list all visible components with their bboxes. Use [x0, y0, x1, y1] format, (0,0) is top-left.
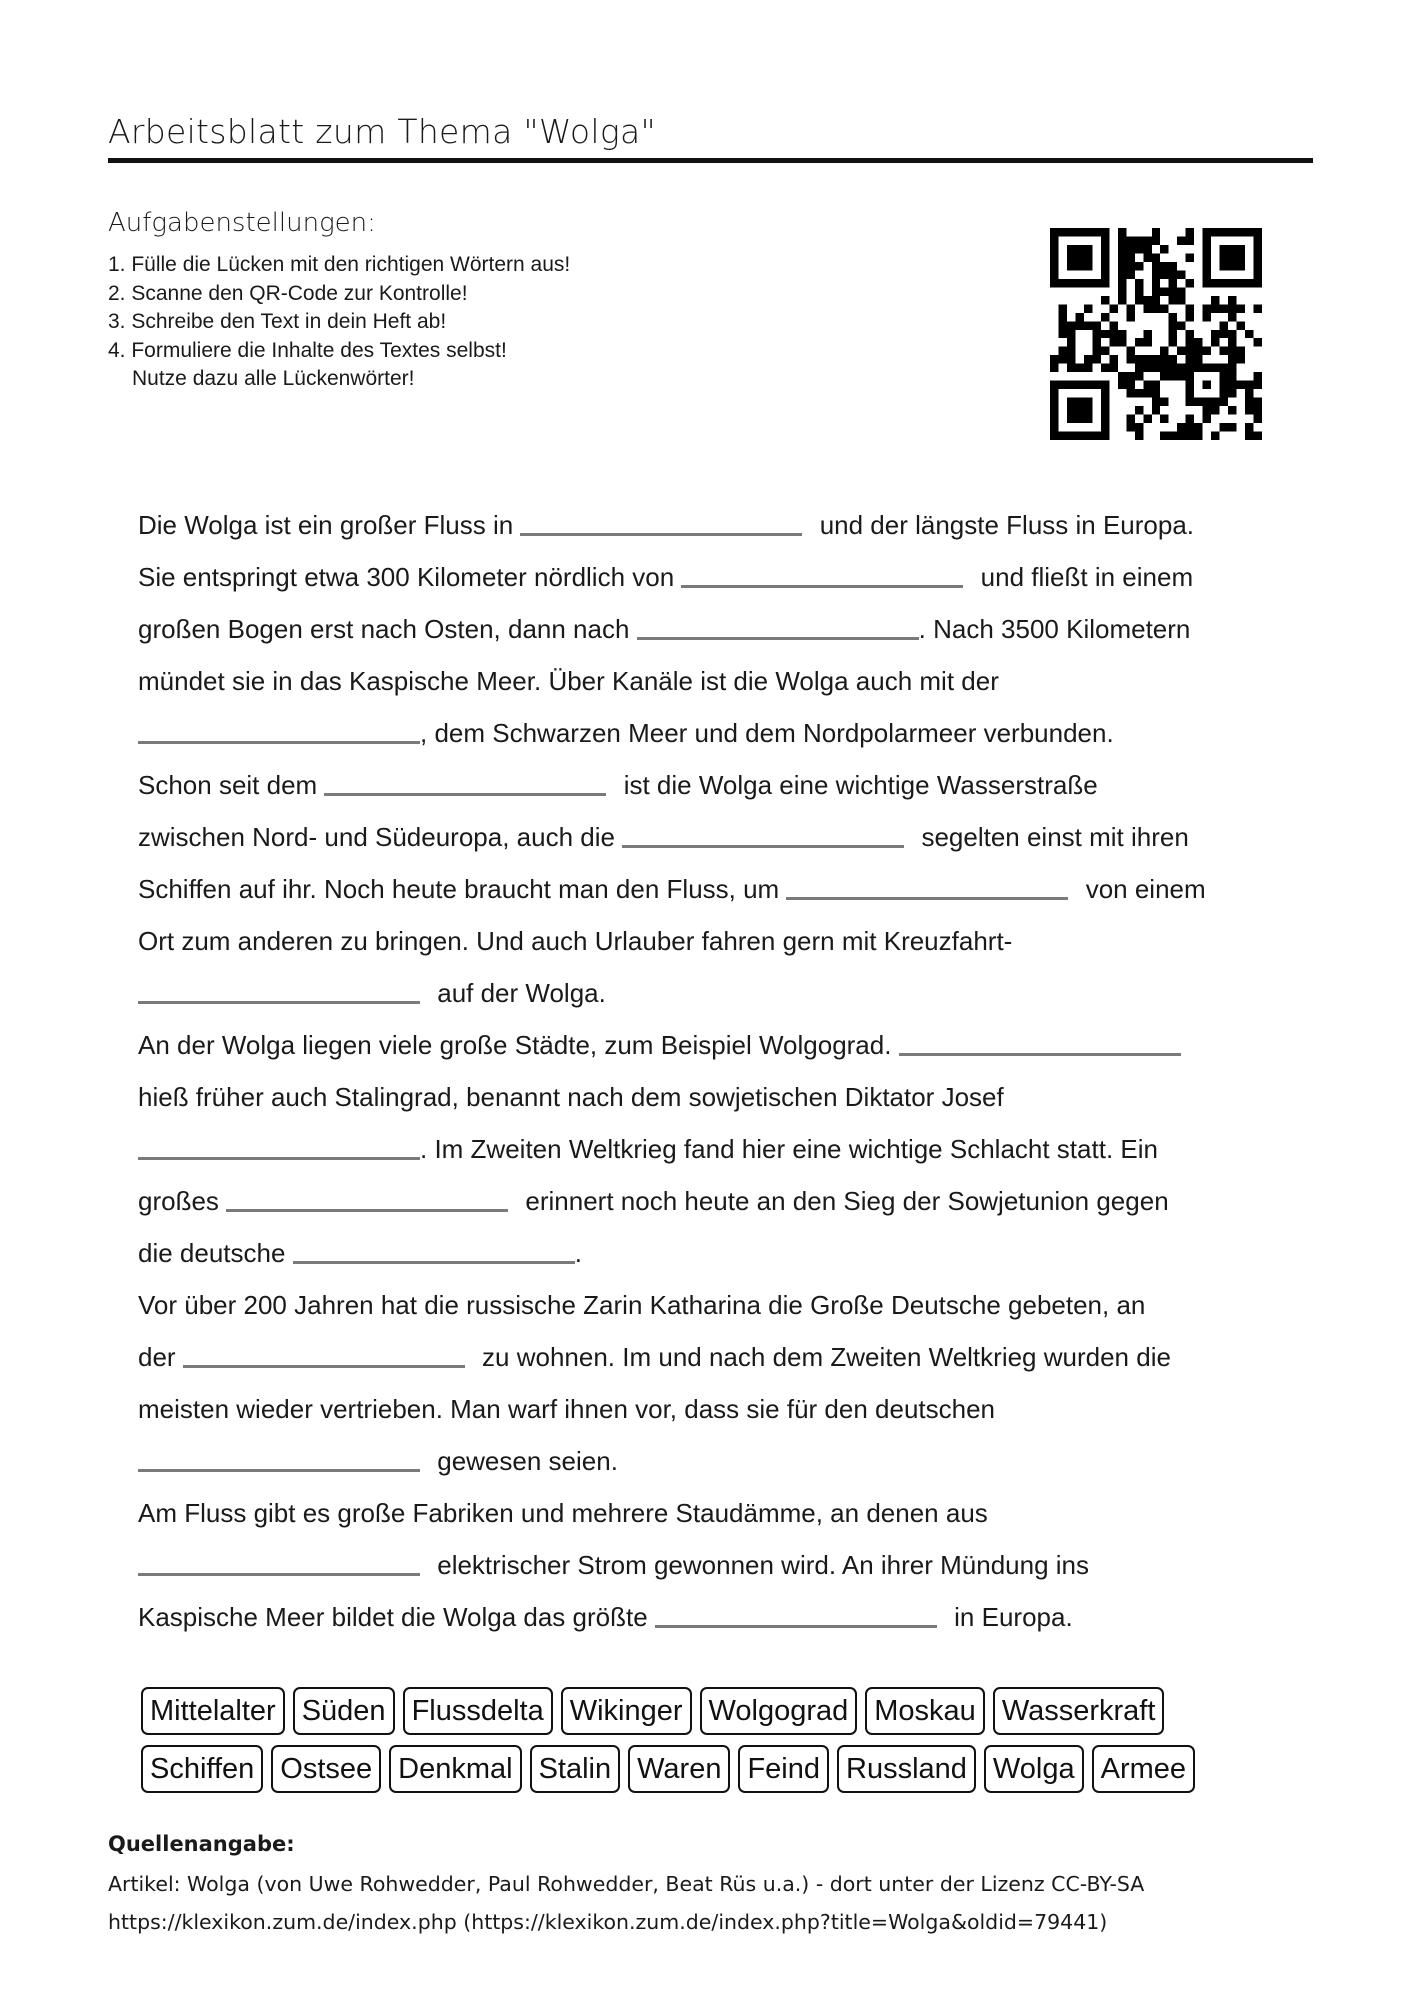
word-chip[interactable]: Ostsee: [271, 1745, 381, 1793]
gap-field[interactable]: [655, 1605, 937, 1628]
cloze-text-segment: elektrischer Strom gewonnen wird. An ihrer Mündung ins: [437, 1550, 1089, 1580]
word-chip[interactable]: Flussdelta: [403, 1687, 553, 1735]
cloze-text-segment: segelten einst mit ihren: [921, 822, 1189, 852]
gap-field[interactable]: [899, 1033, 1181, 1056]
cloze-text-segment: . Nach 3500 Kilometern: [918, 614, 1191, 644]
word-chip[interactable]: Stalin: [530, 1745, 621, 1793]
cloze-text-segment: . Im Zweiten Weltkrieg fand hier eine wichtige Schlacht statt. Ein: [420, 1134, 1158, 1164]
cloze-text-segment: von einem: [1085, 874, 1206, 904]
word-chip[interactable]: Moskau: [865, 1687, 985, 1735]
cloze-text-segment: erinnert noch heute an den Sieg der Sowjetunion gegen: [525, 1186, 1169, 1216]
cloze-line: [138, 1175, 1298, 1227]
word-chip[interactable]: Wasserkraft: [993, 1687, 1165, 1735]
gap-field[interactable]: [622, 825, 904, 848]
cloze-text-segment: gewesen seien.: [437, 1446, 618, 1476]
cloze-text-segment: auf der Wolga.: [437, 978, 606, 1008]
task-item: 2. Scanne den QR-Code zur Kontrolle!: [108, 281, 468, 305]
cloze-line: [138, 1331, 1298, 1383]
source-heading: Quellenangabe:: [108, 1832, 295, 1856]
cloze-line: [138, 551, 1298, 603]
source-article: Artikel: Wolga (von Uwe Rohwedder, Paul Rohwedder, Beat Rüs u.a.) - dort unter der Lizenz CC-BY-SA: [108, 1872, 1145, 1896]
cloze-text-segment: und der längste Fluss in Europa.: [819, 510, 1195, 540]
cloze-line: [138, 655, 1298, 707]
cloze-text-segment: großen Bogen erst nach Osten, dann nach: [138, 614, 630, 644]
cloze-line: [138, 603, 1298, 655]
page-title: Arbeitsblatt zum Thema "Wolga": [108, 112, 656, 151]
cloze-line: [138, 1123, 1298, 1175]
gap-field[interactable]: [138, 1137, 420, 1160]
cloze-text-segment: Schiffen auf ihr. Noch heute braucht man den Fluss, um: [138, 874, 780, 904]
cloze-line: [138, 1487, 1298, 1539]
cloze-text-segment: An der Wolga liegen viele große Städte, zum Beispiel Wolgograd.: [138, 1030, 892, 1060]
word-chip[interactable]: Mittelalter: [141, 1687, 285, 1735]
cloze-text-segment: .: [574, 1238, 582, 1268]
word-bank: [141, 1687, 1203, 1803]
qr-code-icon[interactable]: [1050, 228, 1262, 440]
cloze-line: [138, 1539, 1298, 1591]
cloze-line: [138, 1279, 1298, 1331]
task-item: 4. Formuliere die Inhalte des Textes selbst!: [108, 338, 507, 362]
cloze-text-segment: meisten wieder vertrieben. Man warf ihnen vor, dass sie für den deutschen: [138, 1394, 996, 1424]
word-chip[interactable]: Schiffen: [141, 1745, 263, 1793]
cloze-text-segment: und fließt in einem: [980, 562, 1194, 592]
cloze-line: [138, 1383, 1298, 1435]
title-divider: [108, 158, 1313, 163]
task-item: Nutze dazu alle Lückenwörter!: [132, 367, 415, 390]
word-chip[interactable]: Wolgograd: [700, 1687, 858, 1735]
gap-field[interactable]: [138, 1449, 420, 1472]
cloze-text-segment: Die Wolga ist ein großer Fluss in: [138, 510, 514, 540]
cloze-text-segment: hieß früher auch Stalingrad, benannt nach dem sowjetischen Diktator Josef: [138, 1082, 1004, 1112]
cloze-line: [138, 863, 1298, 915]
gap-field[interactable]: [138, 1553, 420, 1576]
word-chip[interactable]: Armee: [1092, 1745, 1195, 1793]
gap-field[interactable]: [293, 1241, 575, 1264]
word-chip[interactable]: Russland: [837, 1745, 976, 1793]
cloze-line: [138, 811, 1298, 863]
cloze-text-segment: Sie entspringt etwa 300 Kilometer nördlich von: [138, 562, 675, 592]
word-chip[interactable]: Süden: [293, 1687, 395, 1735]
cloze-line: [138, 1591, 1298, 1643]
cloze-text-segment: die deutsche: [138, 1238, 286, 1268]
source-url[interactable]: https://klexikon.zum.de/index.php (https://klexikon.zum.de/index.php?title=Wolga&oldid=79441): [108, 1910, 1108, 1934]
gap-field[interactable]: [226, 1189, 508, 1212]
tasks-heading: Aufgabenstellungen:: [108, 208, 376, 238]
cloze-line: [138, 1071, 1298, 1123]
task-item: 3. Schreibe den Text in dein Heft ab!: [108, 310, 447, 333]
cloze-line: [138, 707, 1298, 759]
cloze-text-segment: ist die Wolga eine wichtige Wasserstraße: [623, 770, 1098, 800]
gap-field[interactable]: [637, 617, 919, 640]
word-bank-row: [141, 1687, 1203, 1745]
gap-field[interactable]: [681, 565, 963, 588]
gap-field[interactable]: [138, 721, 420, 744]
cloze-text-segment: mündet sie in das Kaspische Meer. Über Kanäle ist die Wolga auch mit der: [138, 666, 999, 696]
cloze-line: [138, 759, 1298, 811]
cloze-line: [138, 1227, 1298, 1279]
cloze-text-segment: Schon seit dem: [138, 770, 318, 800]
cloze-line: [138, 1435, 1298, 1487]
task-list: [108, 251, 570, 394]
word-chip[interactable]: Feind: [738, 1745, 829, 1793]
cloze-text-segment: Vor über 200 Jahren hat die russische Zarin Katharina die Große Deutsche gebeten, an: [138, 1290, 1146, 1320]
cloze-line: [138, 1019, 1298, 1071]
cloze-text-segment: in Europa.: [954, 1602, 1073, 1632]
gap-field[interactable]: [520, 513, 802, 536]
cloze-text-segment: zwischen Nord- und Südeuropa, auch die: [138, 822, 615, 852]
gap-field[interactable]: [183, 1345, 465, 1368]
task-item: 1. Fülle die Lücken mit den richtigen Wörtern aus!: [108, 253, 571, 276]
cloze-text-segment: Kaspische Meer bildet die Wolga das größte: [138, 1602, 648, 1632]
word-chip[interactable]: Wikinger: [561, 1687, 692, 1735]
word-chip[interactable]: Waren: [628, 1745, 730, 1793]
cloze-text-segment: , dem Schwarzen Meer und dem Nordpolarmeer verbunden.: [420, 718, 1114, 748]
gap-field[interactable]: [138, 981, 420, 1004]
gap-field[interactable]: [324, 773, 606, 796]
cloze-text-segment: zu wohnen. Im und nach dem Zweiten Weltkrieg wurden die: [482, 1342, 1171, 1372]
cloze-text-segment: Am Fluss gibt es große Fabriken und mehrere Staudämme, an denen aus: [138, 1498, 988, 1528]
cloze-text-segment: großes: [138, 1186, 219, 1216]
word-chip[interactable]: Wolga: [984, 1745, 1084, 1793]
word-bank-row: [141, 1745, 1203, 1803]
cloze-text-segment: der: [138, 1342, 176, 1372]
cloze-line: [138, 967, 1298, 1019]
cloze-line: [138, 915, 1298, 967]
word-chip[interactable]: Denkmal: [389, 1745, 521, 1793]
cloze-text-segment: Ort zum anderen zu bringen. Und auch Urlauber fahren gern mit Kreuzfahrt-: [138, 926, 1013, 956]
cloze-text: [138, 499, 1298, 1643]
gap-field[interactable]: [786, 877, 1068, 900]
cloze-line: [138, 499, 1298, 551]
